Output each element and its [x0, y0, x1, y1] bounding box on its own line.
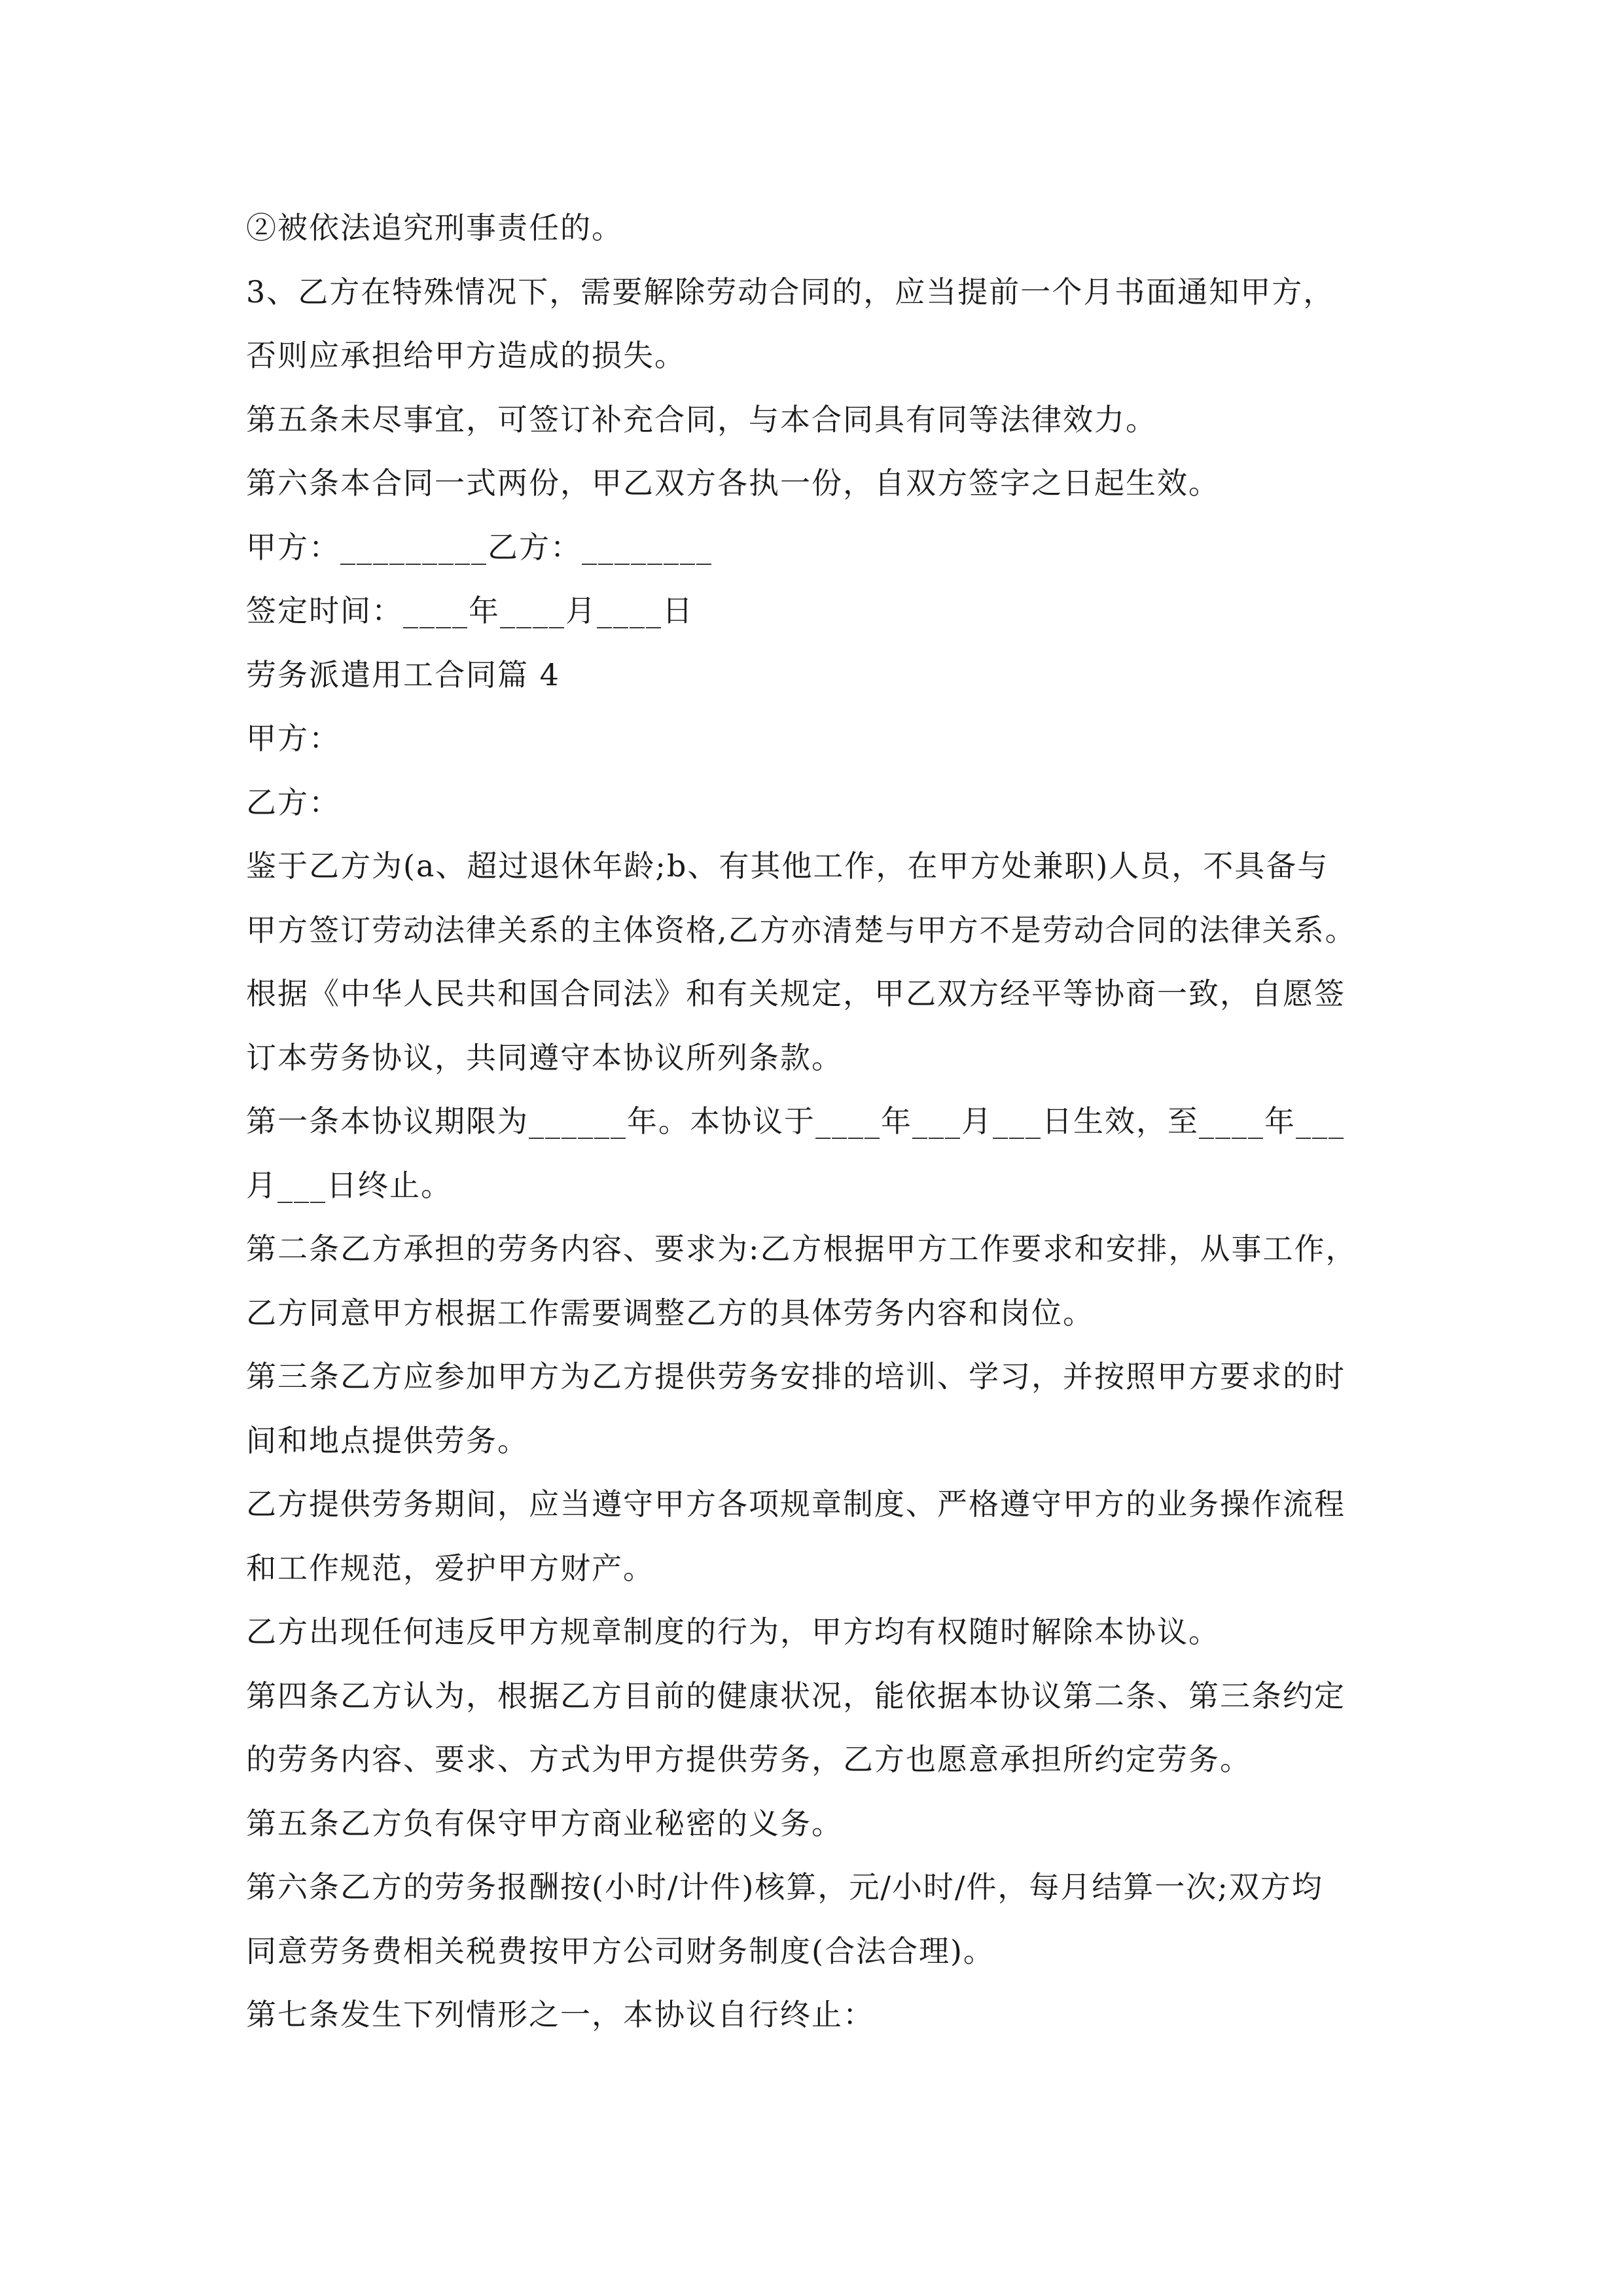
- text-line: 和工作规范，爱护甲方财产。: [246, 1550, 654, 1586]
- text-line: ②被依法追究刑事责任的。: [246, 210, 623, 245]
- text-line: 的劳务内容、要求、方式为甲方提供劳务，乙方也愿意承担所约定劳务。: [246, 1742, 1251, 1777]
- text-line: 第三条乙方应参加甲方为乙方提供劳务安排的培训、学习，并按照甲方要求的时: [246, 1359, 1346, 1394]
- text-line: 同意劳务费相关税费按甲方公司财务制度(合法合理)。: [246, 1933, 995, 1969]
- text-line: 甲方签订劳动法律关系的主体资格,乙方亦清楚与甲方不是劳动合同的法律关系。: [246, 912, 1357, 948]
- text-line: 乙方提供劳务期间，应当遵守甲方各项规章制度、严格遵守甲方的业务操作流程: [246, 1486, 1346, 1522]
- text-line: 第六条本合同一式两份，甲乙双方各执一份，自双方签字之日起生效。: [246, 465, 1220, 501]
- party-b-label: 乙方：: [246, 784, 340, 820]
- text-line: 第五条未尽事宜，可签订补充合同，与本合同具有同等法律效力。: [246, 401, 1157, 437]
- text-line: 否则应承担给甲方造成的损失。: [246, 338, 686, 373]
- text-line: 第四条乙方认为，根据乙方目前的健康状况，能依据本协议第二条、第三条约定: [246, 1677, 1346, 1713]
- text-line: 第二条乙方承担的劳务内容、要求为:乙方根据甲方工作要求和安排，从事工作，: [246, 1231, 1357, 1266]
- text-line: 间和地点提供劳务。: [246, 1422, 529, 1458]
- text-line: 3、乙方在特殊情况下，需要解除劳动合同的，应当提前一个月书面通知甲方，: [246, 274, 1335, 310]
- text-line: 月___日终止。: [246, 1167, 452, 1203]
- text-line: 鉴于乙方为(a、超过退休年龄;b、有其他工作，在甲方处兼职)人员，不具备与: [246, 848, 1329, 884]
- text-line: 乙方出现任何违反甲方规章制度的行为，甲方均有权随时解除本协议。: [246, 1614, 1220, 1649]
- text-line: 根据《中华人民共和国合同法》和有关规定，甲乙双方经平等协商一致，自愿签: [246, 976, 1346, 1011]
- document-body: [246, 196, 1398, 2047]
- text-line: 第五条乙方负有保守甲方商业秘密的义务。: [246, 1805, 843, 1841]
- party-a-label: 甲方：: [246, 721, 340, 756]
- signing-date-line: 签定时间：____年____月____日: [246, 593, 694, 628]
- text-line: 第七条发生下列情形之一，本协议自行终止：: [246, 1997, 874, 2032]
- text-line: 第一条本协议期限为______年。本协议于____年___月___日生效，至____年___: [246, 1103, 1345, 1139]
- signature-line: 甲方：_________乙方：________: [246, 529, 713, 565]
- text-line: 订本劳务协议，共同遵守本协议所列条款。: [246, 1039, 843, 1075]
- section-title: 劳务派遣用工合同篇 4: [246, 656, 560, 692]
- text-line: 第六条乙方的劳务报酬按(小时/计件)核算，元/小时/件，每月结算一次;双方均: [246, 1869, 1323, 1905]
- text-line: 乙方同意甲方根据工作需要调整乙方的具体劳务内容和岗位。: [246, 1295, 1094, 1331]
